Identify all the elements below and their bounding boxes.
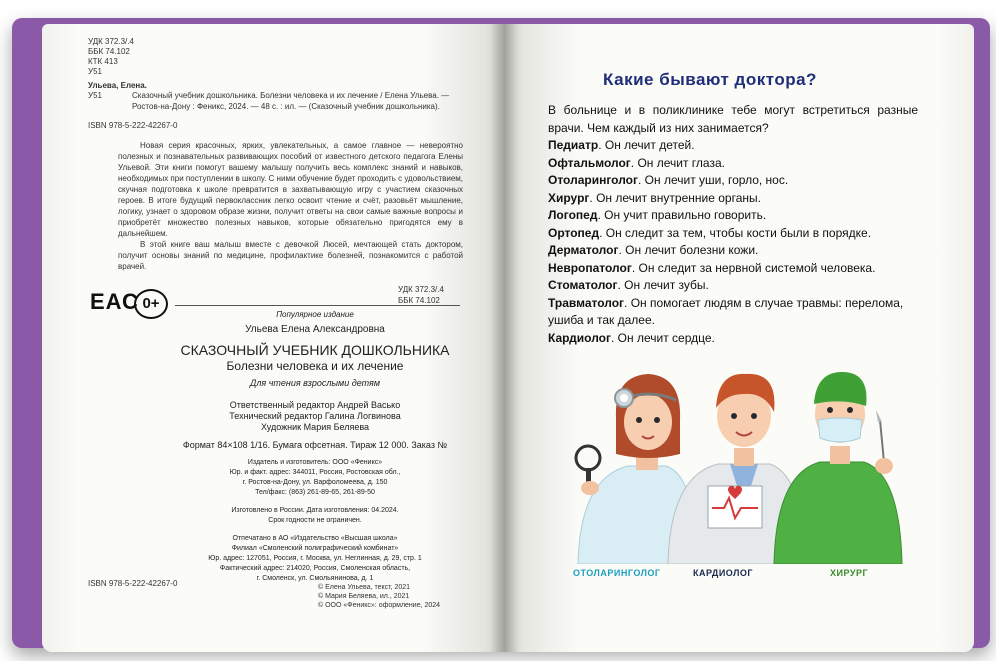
doctor-desc: . Он учит правильно говорить. [597,208,767,222]
doctor-desc: . Он лечит детей. [598,138,695,152]
author-short: Ульева, Елена. [88,81,147,90]
publisher-line: г. Ростов-на-Дону, ул. Варфоломеева, д. 150 [242,479,388,486]
doctor-name: Логопед [548,208,598,222]
bbk-code: ББК 74.102 [88,47,130,56]
annotation [118,140,463,272]
doctor-name: Отоларинголог [548,173,638,187]
book-gutter [490,24,518,652]
annotation-paragraph-2: В этой книге ваш малыш вместе с девочкой Люсей, мечтающей стать доктором, получит основы знаний по медицине, профилактике болезней, познакомится с работой врачей. [118,240,463,271]
doctor-desc: . Он лечит сердце. [611,330,715,345]
doctor-entry [548,225,918,243]
manufacture-line: Изготовлено в России. Дата изготовления: 04.2024. [231,507,399,514]
codes-bottom [398,284,444,306]
printer-line: Юр. адрес: 127051, Россия, г. Москва, ул. Неглинная, д. 29, стр. 1 [208,555,422,562]
illustrator: Художник Мария Беляева [260,422,370,432]
copyright-line: © Елена Ульева, текст, 2021 [318,584,411,591]
author-full-name: Ульева Елена Александровна [245,324,385,335]
surgeon-label: ХИРУРГ [830,568,869,578]
doctor-name: Кардиолог [548,330,611,345]
doctor-entry [548,330,918,348]
intro-paragraph: В больнице и в поликлинике тебе могут встретиться разные врачи. Чем каждый из них занимается? [548,103,918,135]
udk-bottom: УДК 372.3/.4 [398,285,444,294]
doctor-name: Стоматолог [548,278,618,292]
doctor-entry [548,207,918,225]
doctor-desc: . Он следит за нервной системой человека. [631,260,876,275]
editor-technical: Технический редактор Галина Логвинова [229,411,401,421]
edition-type: Популярное издание [276,310,354,319]
doctor-entry [548,190,918,208]
bbk-bottom: ББК 74.102 [398,296,440,305]
doctor-name: Ортопед [548,225,600,240]
publisher-line: Издатель и изготовитель: ООО «Феникс» [247,459,383,466]
publisher-info [170,458,460,498]
doctor-entry [548,137,918,155]
ent-label: ОТОЛАРИНГОЛОГ [573,568,661,578]
doctor-name: Дерматолог [548,243,619,257]
doctor-entry [548,155,918,173]
doctor-entry [548,277,918,295]
doctor-entry [548,295,918,330]
udk-code: УДК 372.3/.4 [88,37,134,46]
copyrights [318,583,440,610]
doctors-illustration [558,358,918,564]
doctor-desc: . Он лечит уши, горло, нос. [638,173,789,187]
author-sign: У51 [88,67,102,76]
classification-codes [88,36,134,76]
cutter-code: У51 [88,91,102,100]
publisher-line: Юр. и факт. адрес: 344011, Россия, Ростовская обл., [229,469,401,476]
isbn-top: ISBN 978-5-222-42267-0 [88,121,178,130]
audience-note: Для чтения взрослыми детям [250,378,380,388]
doctor-desc: . Он следит за тем, чтобы кости были в порядке. [599,225,872,240]
ktk-code: КТК 413 [88,57,118,66]
doctor-entry [548,172,918,190]
manufacture-line: Срок годности не ограничен. [268,517,362,524]
doctor-name: Невропатолог [548,260,632,275]
doctor-desc: . Он лечит глаза. [630,155,725,170]
book-subtitle: Болезни человека и их лечение [226,359,404,373]
printer-line: Фактический адрес: 214020, Россия, Смоленская область, [219,565,411,572]
page-title: Какие бывают доктора? [603,70,817,89]
cardiologist-label: КАРДИОЛОГ [693,568,754,578]
doctor-desc: . Он лечит внутренние органы. [589,190,761,205]
printer-line: Филиал «Смоленский полиграфический комбинат» [231,545,399,552]
surgeon-figure [774,372,902,564]
annotation-paragraph-1: Новая серия красочных, ярких, увлекательных, а самое главное — невероятно полезных и познавательных развивающих пособий от известного детского педагога Елены Ульевой. Эти книги помогут вашему малышу получить весь комплекс знаний и навыков, необходимых при поступлении в школу. С ними обучение будет проходить с удовольствием, скучная подготовка к школе превратится в захватывающую игру с участием сказочных героев. В итоге будущий первоклассник легко освоит чтение и счёт, разовьёт мышление, логику, узнает о здоровом образе жизни, получит ответы на свои самые важные вопросы и приобретёт множество полезных навыков, которые обязательно пригодятся ему в дальнейшем. [118,141,463,238]
doctor-entry [548,260,918,278]
doctor-name: Травматолог [548,295,625,310]
printer-info [170,534,460,584]
doctors-text [548,102,918,347]
publisher-line: Тел/факс: (863) 261-89-65, 261-89-50 [255,489,375,496]
age-rating-badge: 0+ [134,289,168,319]
doctor-desc: . Он лечит зубы. [617,278,709,292]
printer-line: г. Смоленск, ул. Смольянинова, д. 1 [256,575,374,582]
isbn-bottom: ISBN 978-5-222-42267-0 [88,579,178,588]
doctor-name: Хирург [548,190,590,205]
book-title: СКАЗОЧНЫЙ УЧЕБНИК ДОШКОЛЬНИКА [180,342,450,358]
print-format: Формат 84×108 1/16. Бумага офсетная. Тираж 12 000. Заказ № [182,440,448,450]
eac-mark: ЕАС [90,289,139,314]
doctor-entry [548,242,918,260]
divider [175,305,460,306]
catalog-record: Сказочный учебник дошкольника. Болезни человека и их лечение / Елена Ульева. — Ростов-на-Дону : Феникс, 2024. — 48 с. : ил. — (Сказочный учебник дошкольника). [132,91,450,111]
doctor-desc: . Он помогает людям в случае травмы: перелома, ушиба и так далее. [548,295,904,327]
editors [170,400,460,433]
manufacture-info [170,506,460,526]
doctor-name: Педиатр [548,138,599,152]
doctor-name: Офтальмолог [548,155,631,170]
doctor-desc: . Он лечит болезни кожи. [618,243,759,257]
editor-responsible: Ответственный редактор Андрей Васько [229,400,401,410]
copyright-line: © ООО «Феникс»: оформление, 2024 [318,602,441,609]
copyright-line: © Мария Беляева, ил., 2021 [318,593,410,600]
printer-line: Отпечатано в АО «Издательство «Высшая школа» [232,535,398,542]
